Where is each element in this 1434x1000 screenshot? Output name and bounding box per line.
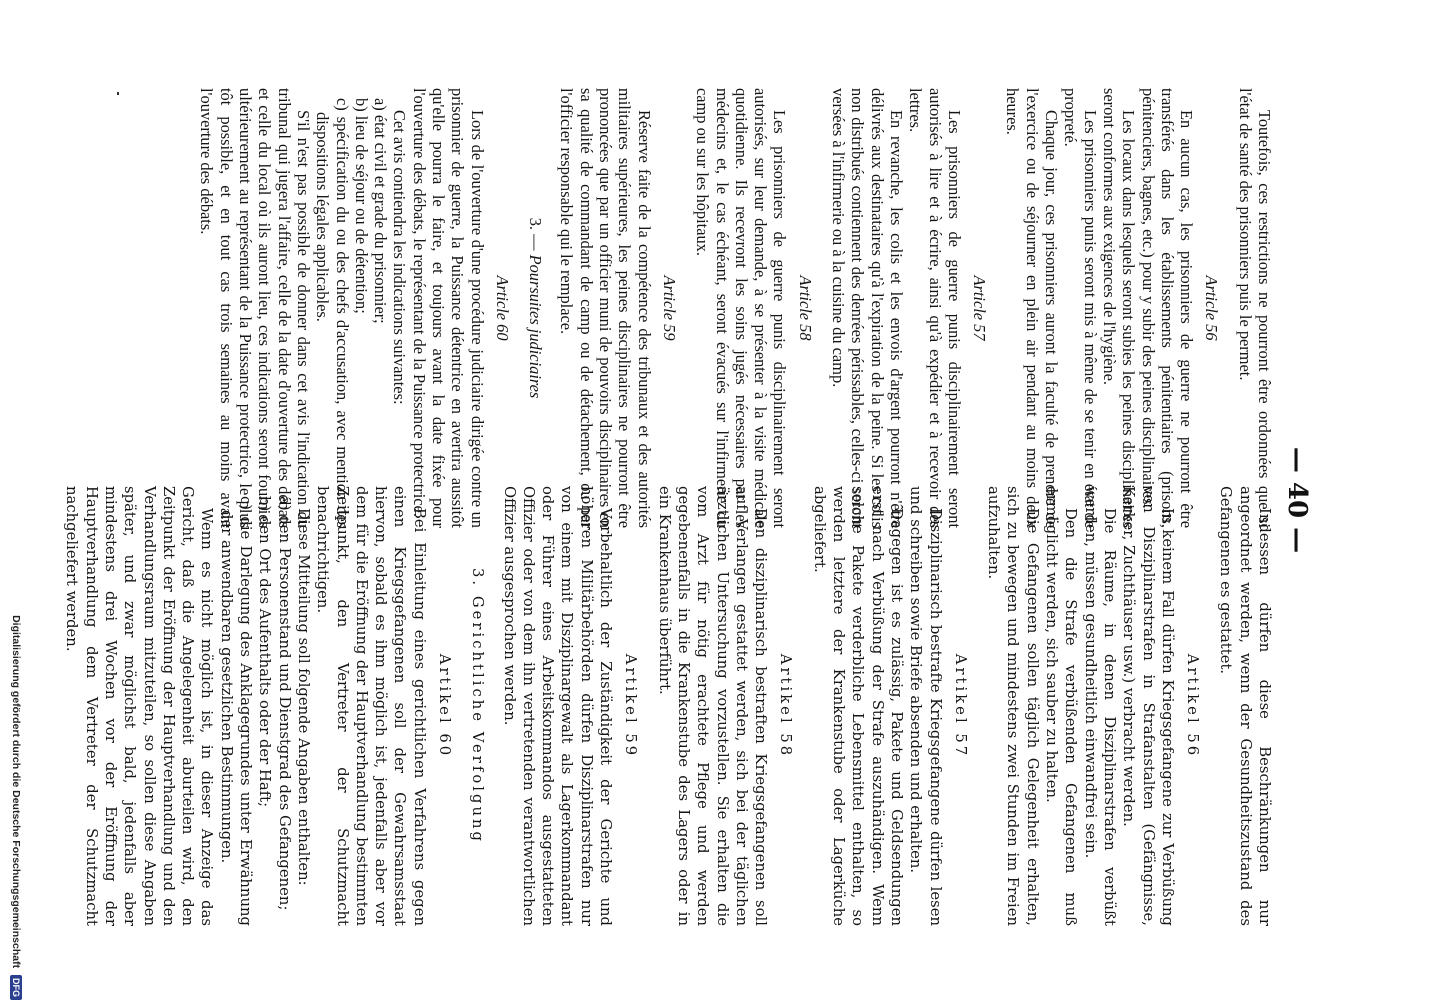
german-article-58-title: Artikel 58 bbox=[777, 653, 795, 759]
french-article-56-paragraph: Les prisonniers punis seront mis à même de se tenir en état de propreté. bbox=[1061, 88, 1100, 528]
german-article-57-title: Artikel 57 bbox=[951, 653, 969, 759]
german-article-60-item-c: c) die Darlegung des Anklagegrundes unter Erwähnung der anwendbaren gesetzlichen Bestimmungen. bbox=[217, 496, 255, 926]
french-section-heading bbox=[526, 88, 545, 528]
french-article-59-title: Article 59 bbox=[659, 275, 679, 341]
french-article-58-paragraph: Les prisonniers de guerre punis disciplinairement seront autorisés, sur leur demande, à se présenter à la visite médicale quotidienne. Ils recevront les soins jugés nécessaires par les médecins et, le cas échéant, seront évacués sur l'infirmerie du camp ou sur les hôpitaux. bbox=[693, 88, 790, 528]
french-article-60-paragraph: S'il n'est pas possible de donner dans cet avis l'indication du tribunal qui jugera l'affaire, celle de la date d'ouverture des débats et celle du local où ils auront lieu, ces indications seront fournies ultérieurement au représentant de la Puissance protectrice, le plus tôt possible, et en tout cas trois semaines au moins avant l'ouverture des débats. bbox=[197, 88, 313, 528]
french-article-58-title: Article 58 bbox=[795, 275, 815, 341]
german-article-60-paragraph: Wenn es nicht möglich ist, in dieser Anzeige das Gericht, daß die Angelegenheit aburteilen wird, den Zeitpunkt der Eröffnung der Hauptverhandlung und den Verhandlungsraum mitzuteilen, so sollen diese Angaben später, und zwar möglichst bald, jedenfalls aber mindestens drei Wochen vor der Eröffnung der Hauptverhandlung dem Vertreter der Schutzmacht nachgeliefert werden. bbox=[63, 486, 216, 926]
german-article-56-paragraph: Die Räume, in denen Disziplinarstrafen verbüßt werden, müssen gesundheitlich einwandfrei sein. bbox=[1081, 486, 1118, 926]
french-intro: Toutefois, ces restrictions ne pourront être ordonnées que si l'état de santé des prisonniers puis le permet. bbox=[1235, 88, 1274, 528]
german-column bbox=[62, 486, 1274, 926]
german-article-60-title: Artikel 60 bbox=[436, 653, 454, 759]
french-article-60-title: Article 60 bbox=[492, 275, 512, 341]
dfg-logo: DFG bbox=[10, 975, 22, 1000]
german-article-56-paragraph: In keinem Fall dürfen Kriegsgefangene zur Verbüßung von Disziplinarstrafen in Strafanstalten (Gefängnisse, Kerker, Zuchthäuser usw.) verbracht werden. bbox=[1120, 486, 1176, 926]
french-article-56-paragraph: Chaque jour, ces prisonniers auront la faculté de prendre de l'exercice ou de séjourner en plein air pendant au moins deux heures. bbox=[1003, 88, 1062, 528]
german-section-number: 3. bbox=[469, 567, 487, 589]
french-article-56-title: Article 56 bbox=[1202, 275, 1222, 341]
french-article-57-paragraph: Les prisonniers de guerre punis disciplinairement seront autorisés à lire et à écrire, ainsi qu'à expédier et à recevoir des lettres. bbox=[906, 88, 964, 528]
german-article-56-paragraph: Die Gefangenen sollen täglich Gelegenheit erhalten, sich zu bewegen und mindestens zwei Stunden im Freien aufzuhalten. bbox=[985, 486, 1041, 926]
page-number: — 40 — bbox=[1282, 446, 1312, 554]
french-article-60-paragraph: Cet avis contiendra les indications suivantes: bbox=[390, 110, 410, 405]
german-article-60-paragraph: Bei Einleitung eines gerichtlichen Verfahrens gegen einen Kriegsgefangenen soll der Gewahrsamsstaat hiervon, sobald es ihm möglich ist, jedenfalls aber vor dem für die Eröffnung der Hauptverhandlung bestimmten Zeitpunkt, den Vertreter der Schutzmacht benachrichtigen. bbox=[314, 486, 428, 926]
german-article-57-paragraph: Dagegen ist es zulässig, Pakete und Geldsendungen erst nach Verbüßung der Strafe auszuhändigen. Wenn solche Pakete verderbliche Lebensmittel enthalten, so werden letztere der Krankenstube oder Lagerküche abgeliefert. bbox=[810, 486, 905, 926]
german-article-60-item-b: b) den Ort des Aufenthalts oder der Haft; bbox=[256, 496, 274, 808]
french-article-60-paragraph: Lors de l'ouverture d'une procédure judiciaire dirigée contre un prisonnier de guerre, la Puissance détentrice en avertira aussitôt qu'elle pourra le faire, et toujours avant la date fixée pour l'ouverture des débats, le représentant de la Puissance protectrice. bbox=[409, 88, 487, 528]
german-article-60-paragraph: Diese Mitteilung soll folgende Angaben enthalten: bbox=[294, 508, 312, 886]
german-section-heading bbox=[468, 486, 487, 926]
german-article-56-paragraph: Den die Strafe verbüßenden Gefangenen muß ermöglicht werden, sich sauber zu halten. bbox=[1043, 486, 1080, 926]
french-section-title: Poursuites judiciaires bbox=[526, 254, 546, 399]
digitization-footer bbox=[10, 0, 22, 1000]
german-intro: Indessen dürfen diese Beschränkungen nur angeordnet werden, wenn der Gesundheitszustand des Gefangenen es gestattet. bbox=[1217, 486, 1273, 926]
french-article-56-paragraph: Les locaux dans lesquels seront subies les peines disciplinaires seront conformes aux exigences de l'hygiène. bbox=[1099, 88, 1139, 528]
french-article-57-paragraph: En revanche, les colis et les envois d'argent pourront n'être délivrés aux destinataires qu'à l'expiration de la peine. Si les colis non distribués contiennent des denrées périssables, celles-ci seront versées à l'infirmerie ou à la cuisine du camp. bbox=[829, 88, 906, 528]
german-article-58-paragraph: Den disziplinarisch bestraften Kriegsgefangenen soll auf Verlangen gestattet werden, sich bei der täglichen ärztlichen Untersuchung vorzustellen. Sie erhalten die vom Arzt für nötig erachtete Pflege und werden gegebenenfalls in die Krankenstube des Lagers oder in ein Krankenhaus überführt. bbox=[655, 486, 770, 926]
french-article-60-item-b: b) lieu de séjour ou de détention; bbox=[351, 98, 371, 314]
french-article-60-item-a: a) état civil et grade du prisonnier; bbox=[371, 98, 391, 324]
german-article-59-title: Artikel 59 bbox=[622, 653, 640, 759]
scan-speck bbox=[117, 92, 119, 95]
french-article-60-item-c: c) spécification du ou des chefs d'accusation, avec mention des dispositions légales applicables. bbox=[313, 98, 352, 528]
german-article-57-paragraph: Disziplinarisch bestrafte Kriegsgefangene dürfen lesen und schreiben sowie Briefe absenden und erhalten. bbox=[907, 486, 944, 926]
german-section-title: Gerichtliche Verfolgung bbox=[469, 595, 487, 844]
german-article-59-paragraph: Vorbehaltlich der Zuständigkeit der Gerichte und höheren Militärbehörden dürfen Disziplinarstrafen nur von einem mit Disziplinargewalt als Lagerkommandant oder Führer eines Arbeitskommandos ausgestatteten Offizier oder von dem ihn vertretenden verantwortlichen Offizier ausgesprochen werden. bbox=[500, 486, 615, 926]
german-article-60-item-a: a) den Personenstand und Dienstgrad des Gefangenen; bbox=[275, 496, 293, 911]
french-article-59-paragraph: Réserve faite de la compétence des tribunaux et des autorités militaires supérieures, les peines disciplinaires ne pourront être prononcées que par un officier muni de pouvoirs disciplinaires en sa qualité de commandant de camp ou de détachement, ou par l'officier responsable qui le remplace. bbox=[557, 88, 654, 528]
french-section-number: 3. — bbox=[526, 217, 546, 251]
french-article-56-paragraph: En aucun cas, les prisonniers de guerre ne pourront être transférés dans les établissements pénitentiaires (prisons, pénitenciers, bagnes, etc.) pour y subir des peines disciplinaires. bbox=[1138, 88, 1197, 528]
digitization-note: Digitalisierung gefördert durch die Deutsche Forschungsgemeinschaft bbox=[10, 615, 22, 969]
french-article-57-title: Article 57 bbox=[970, 275, 990, 341]
german-article-56-title: Artikel 56 bbox=[1184, 653, 1202, 759]
french-column bbox=[197, 88, 1274, 528]
